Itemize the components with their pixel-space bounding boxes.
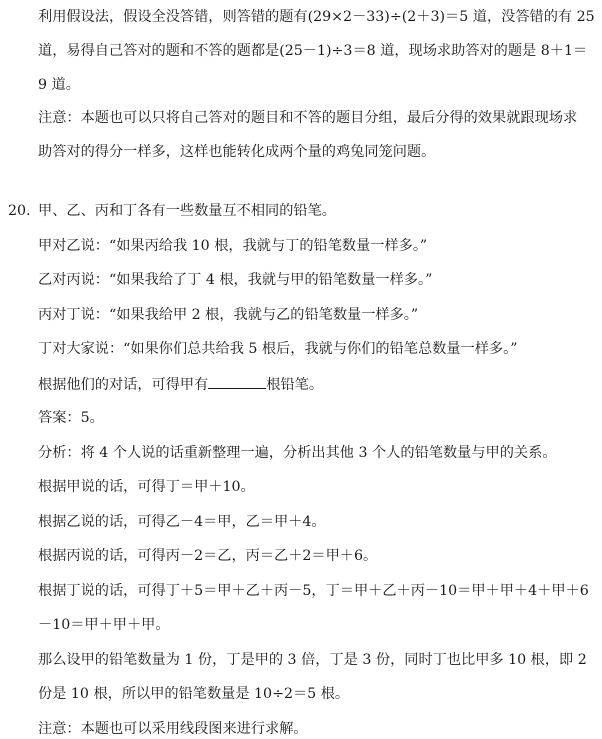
solution-line: 9 道。 [38,77,80,93]
analysis-line: 根据乙说的话，可得乙－4＝甲，乙＝甲＋4。 [38,513,326,530]
problem-number: 20. [8,203,31,219]
statement-line: 甲、乙、丙和丁各有一些数量互不相同的铅笔。 [38,203,336,219]
answer-blank [208,374,266,389]
analysis-line: 那么设甲的铅笔数量为 1 份，丁是甲的 3 倍，丁是 3 份，同时丁也比甲多 10 根，即 2 [38,651,587,668]
question-text-end: 根铅笔。 [266,376,324,393]
statement-line: 乙对丙说：“如果我给了丁 4 根，我就与甲的铅笔数量一样多。” [38,272,433,288]
solution-line: 利用假设法，假设全没答错，则答错的题有(29×2－33)÷(2＋3)＝5 道，没答错的有 25 [38,9,595,25]
note-line: 注意：本题也可以只将自己答对的题目和不答的题目分组，最后分得的效果就跟现场求 [38,110,578,126]
analysis-line: 根据丙说的话，可得丙－2＝乙，丙＝乙＋2＝甲＋6。 [38,548,378,564]
statement-line: 甲对乙说：“如果丙给我 10 根，我就与丁的铅笔数量一样多。” [38,237,428,254]
analysis-line: 根据甲说的话，可得丁＝甲＋10。 [38,479,255,495]
analysis-line: 份是 10 根，所以甲的铅笔数量是 10÷2＝5 根。 [38,686,350,702]
analysis-line: －10＝甲＋甲＋甲。 [38,617,170,633]
analysis-line: 分析：将 4 个人说的话重新整理一遍，分析出其他 3 个人的铅笔数量与甲的关系。 [38,444,557,461]
question-line [38,374,323,394]
note-line: 注意：本题也可以采用线段图来进行求解。 [38,720,308,737]
answer-line: 答案：5。 [38,410,104,426]
analysis-line: 根据丁说的话，可得丁＋5＝甲＋乙＋丙－5，丁＝甲＋乙＋丙－10＝甲＋甲＋4＋甲＋6 [38,582,589,599]
solution-line: 道，易得自己答对的题和不答的题都是(25－1)÷3＝8 道，现场求助答对的题是 8＋1＝ [38,43,588,59]
note-line: 助答对的得分一样多，这样也能转化成两个量的鸡兔同笼问题。 [38,144,436,160]
question-text: 根据他们的对话，可得甲有 [38,376,209,393]
statement-line: 丁对大家说：“如果你们总共给我 5 根后，我就与你们的铅笔总数量一样多。” [38,341,518,357]
statement-line: 丙对丁说：“如果我给甲 2 根，我就与乙的铅笔数量一样多。” [38,306,419,323]
